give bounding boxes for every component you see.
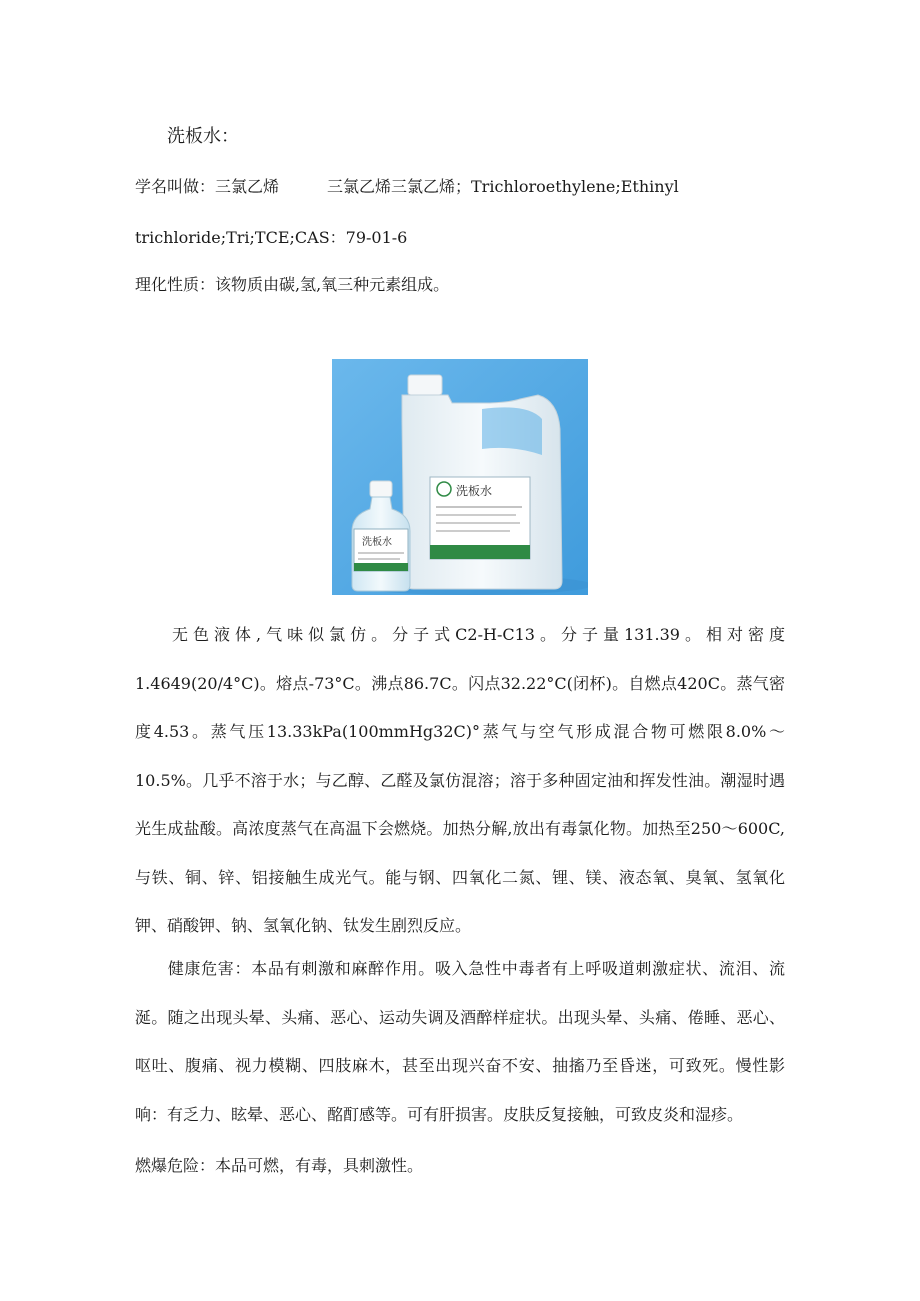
product-photo: [332, 359, 588, 595]
physical-properties-text: 无色液体,气味似氯仿。分子式C2-H-C13。分子量131.39。相对密度1.4649(20/4°C)。熔点-73°C。沸点86.7C。闪点32.22°C(闭杯)。自燃点420C。蒸气密度4.53。蒸气压13.33kPa(100mmHg32C)°蒸气与空气形成混合物可燃限8.0%～10.5%。几乎不溶于水；与乙醇、乙醛及氯仿混溶；溶于多种固定油和挥发性油。潮湿时遇光生成盐酸。高浓度蒸气在高温下会燃烧。加热分解,放出有毒氯化物。加热至250～600C,与铁、铜、锌、铝接触生成光气。能与钢、四氧化二氮、锂、镁、液态氧、臭氧、氢氧化钾、硝酸钾、钠、氢氧化钠、钛发生剧烈反应。: [135, 625, 785, 935]
fire-explosion-hazard-line: 燃爆危险：本品可燃，有毒，具刺激性。: [135, 1156, 424, 1175]
synonyms-cas-line: trichloride;Tri;TCE;CAS：79-01-6: [135, 228, 408, 247]
page-title: 洗板水：: [167, 126, 239, 147]
bottle-label-text: 洗板水: [362, 537, 392, 548]
physical-properties-paragraph: [135, 611, 785, 951]
health-hazard-text: 健康危害：本品有刺激和麻醉作用。吸入急性中毒者有上呼吸道刺激症状、流泪、流涎。随之出现头晕、头痛、恶心、运动失调及酒醉样症状。出现头晕、头痛、倦睡、恶心、呕吐、腹痛、视力模糊、四肢麻木，甚至出现兴奋不安、抽搐乃至昏迷，可致死。慢性影响：有乏力、眩晕、恶心、酩酊感等。可有肝损害。皮肤反复接触，可致皮炎和湿疹。: [135, 959, 785, 1124]
jug-icon: [402, 375, 562, 589]
jug-label-text: 洗板水: [456, 484, 493, 498]
scientific-name-line: 学名叫做：三氯乙烯 三氯乙烯三氯乙烯；Trichloroethylene;Ethinyl: [135, 177, 679, 196]
health-hazard-paragraph: [135, 945, 785, 1139]
physchem-intro-line: 理化性质：该物质由碳,氢,氧三种元素组成。: [135, 275, 450, 294]
